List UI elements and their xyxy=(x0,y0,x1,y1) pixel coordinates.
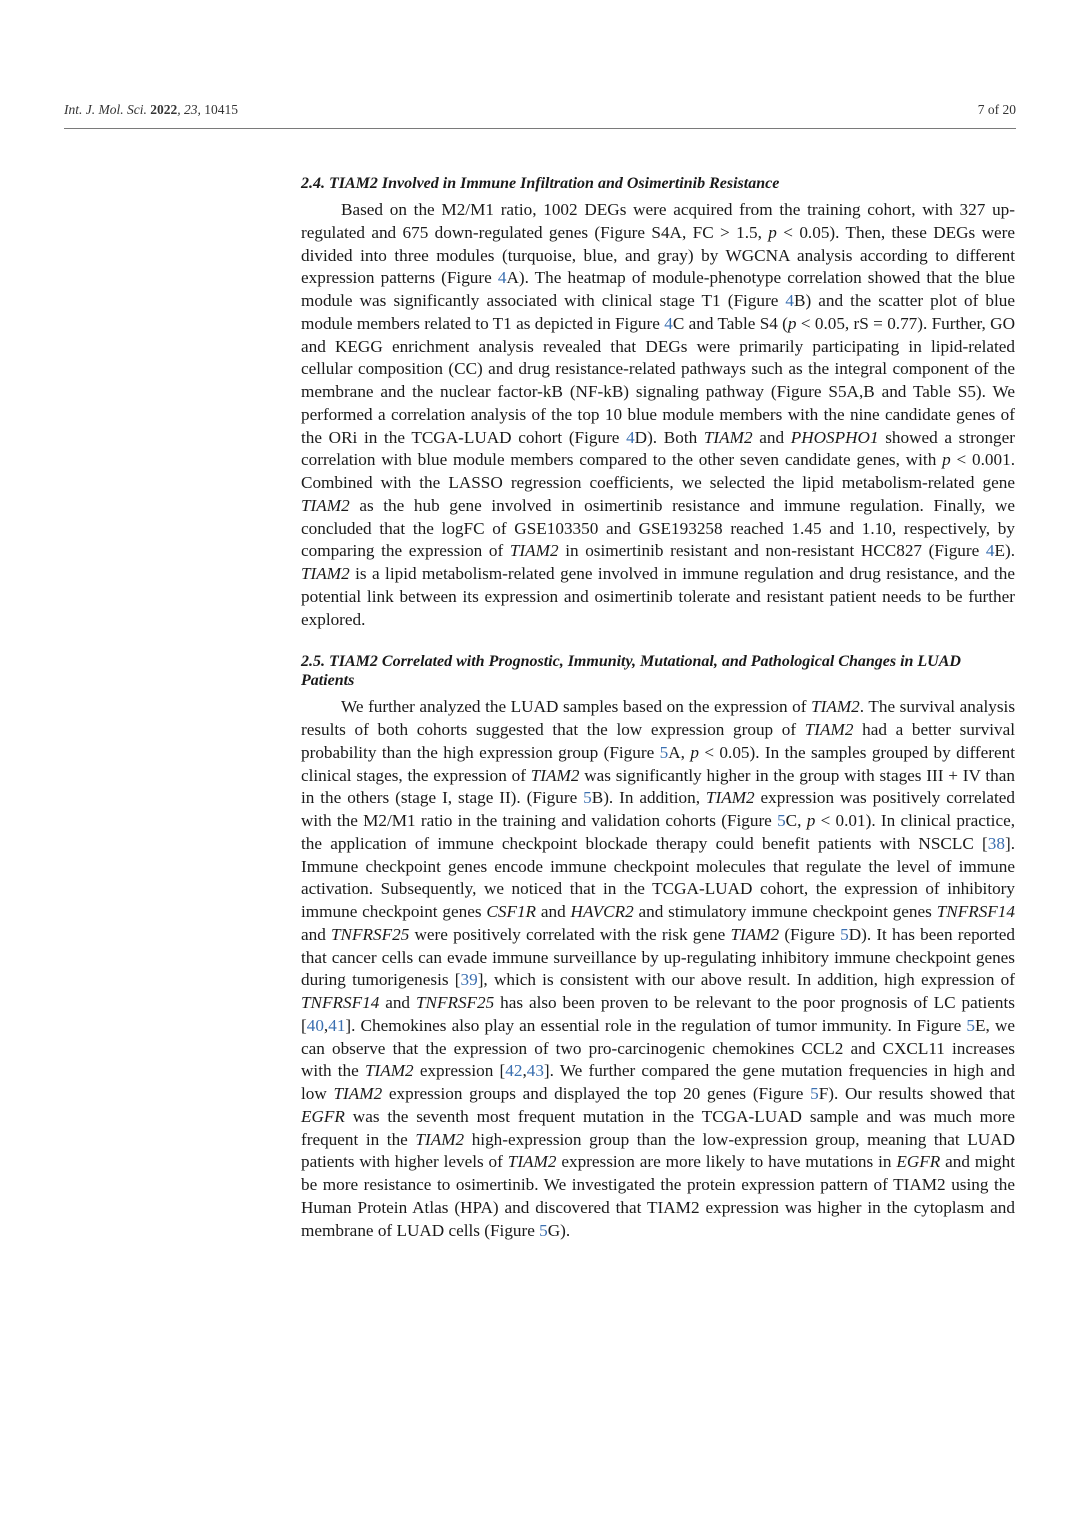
gene-name: TIAM2 xyxy=(705,788,755,808)
figure-link[interactable]: 5 xyxy=(583,788,592,808)
figure-link[interactable]: 5 xyxy=(539,1220,548,1240)
text-run: high-expression group than the low-expression group, meaning that LUAD patients with higher levels of xyxy=(301,1129,1015,1172)
text-run: was significantly higher in the group with stages III + IV than in the others (stage I, stage II). (Figure xyxy=(301,765,1015,808)
text-run: D). Both xyxy=(634,427,704,447)
figure-link[interactable]: 5 xyxy=(659,742,669,762)
text-run: expression [ xyxy=(413,1061,506,1081)
text-run: expression groups and displayed the top 20 genes (Figure xyxy=(382,1084,811,1103)
gene-name: TIAM2 xyxy=(415,1129,465,1149)
figure-link[interactable]: 5 xyxy=(840,924,849,944)
text-run: expression are more likely to have mutations in xyxy=(556,1152,897,1172)
figure-link[interactable]: 4 xyxy=(664,313,673,333)
text-run: A). The heatmap of module-phenotype correlation showed that the blue module was significantly associated with clinical stage T1 (Figure xyxy=(301,268,1015,310)
text-run: Based on the M2/M1 ratio, 1002 DEGs were acquired from the training cohort, with 327 up-regulated and 675 down-regulated genes (Figure S4A, FC > 1.5, xyxy=(301,200,1015,242)
main-text-column xyxy=(301,174,1015,1242)
text-run: showed a stronger correlation with blue module members compared to the other seven candidate genes, with xyxy=(301,427,1015,470)
gene-name: TIAM2 xyxy=(509,541,559,561)
text-run: < 0.05). In the samples grouped by different clinical stages, the expression of xyxy=(301,742,1015,785)
text-run: and xyxy=(752,427,791,447)
text-run: were positively correlated with the risk gene xyxy=(409,924,731,944)
journal-citation: Int. J. Mol. Sci. 2022, 23, 10415 xyxy=(64,102,238,117)
figure-link[interactable]: 4 xyxy=(985,541,995,561)
text-run: (Figure xyxy=(779,924,841,944)
stat-symbol: p xyxy=(806,811,816,830)
text-run: and stimulatory immune checkpoint genes xyxy=(633,902,937,921)
stat-symbol: p xyxy=(787,313,797,333)
section-heading-2-5: 2.5. TIAM2 Correlated with Prognostic, Immunity, Mutational, and Pathological Changes in LUAD Patients xyxy=(301,653,961,690)
text-run: ]. Immune checkpoint genes encode immune checkpoint molecules that regulate the level of immune activation. Subsequently, we noticed that in the TCGA-LUAD cohort, the expression of inhibitory immune checkpoint genes xyxy=(301,833,1015,921)
gene-name: TIAM2 xyxy=(333,1084,383,1103)
text-run: has also been proven to be relevant to the poor prognosis of LC patients [ xyxy=(301,993,1015,1035)
citation-link[interactable]: 40 xyxy=(306,1015,324,1035)
paragraph-2-5 xyxy=(301,696,1015,1242)
gene-name: EGFR xyxy=(301,1106,345,1126)
text-run: was the seventh most frequent mutation in the TCGA-LUAD sample and was much more frequent in the xyxy=(301,1106,1015,1149)
gene-name: TIAM2 xyxy=(804,720,854,739)
text-run: < 0.05, rS = 0.77). Further, GO and KEGG enrichment analysis revealed that DEGs were primarily participating in lipid-related cellular composition (CC) and drug resistance-related pathways such as the integral component of the membrane and the nuclear factor-kB (NF-kB) signaling pathway (Figure S5A,B and Table S5). We performed a correlation analysis of the top 10 blue module members with the nine candidate genes of the ORi in the TCGA-LUAD cohort (Figure xyxy=(301,313,1015,447)
text-run: C, xyxy=(785,811,807,830)
figure-link[interactable]: 4 xyxy=(785,291,794,310)
stat-symbol: p xyxy=(690,742,699,762)
text-run: , xyxy=(522,1061,527,1081)
text-run: and xyxy=(379,993,416,1012)
text-run: A, xyxy=(668,742,691,762)
text-run: expression was positively correlated with the M2/M1 ratio in the training and validation cohorts (Figure xyxy=(301,788,1015,830)
text-run: had a better survival probability than the high expression group (Figure xyxy=(301,720,1015,762)
citation-link[interactable]: 42 xyxy=(505,1061,523,1081)
figure-link[interactable]: 5 xyxy=(966,1015,976,1035)
gene-name: TNFRSF25 xyxy=(415,993,495,1012)
gene-name: PHOSPHO1 xyxy=(790,427,879,447)
gene-name: TIAM2 xyxy=(364,1061,414,1081)
gene-name: TIAM2 xyxy=(507,1152,557,1172)
citation-link[interactable]: 39 xyxy=(460,970,478,990)
text-run: , xyxy=(323,1015,329,1035)
text-run: E). xyxy=(994,541,1015,561)
text-run: C and Table S4 ( xyxy=(672,313,788,333)
stat-symbol: p xyxy=(942,450,951,470)
text-run: E, we can observe that the expression of two pro-carcinogenic chemokines CCL2 and CXCL11 increases with the xyxy=(301,1015,1015,1081)
gene-name: TIAM2 xyxy=(301,564,350,583)
text-run: < 0.05). Then, these DEGs were divided into three modules (turquoise, blue, and gray) by WGCNA analysis according to different expression patterns (Figure xyxy=(301,222,1015,288)
citation-link[interactable]: 41 xyxy=(328,1015,346,1035)
text-run: in osimertinib resistant and non-resistant HCC827 (Figure xyxy=(558,541,986,561)
stat-symbol: p xyxy=(768,222,777,242)
gene-name: TNFRSF14 xyxy=(301,993,380,1012)
page-header xyxy=(64,100,1016,129)
text-run: < 0.01). In clinical practice, the application of immune checkpoint blockade therapy could benefit patients with NSCLC [ xyxy=(301,811,1015,853)
gene-name: TIAM2 xyxy=(530,765,580,785)
gene-name: TIAM2 xyxy=(301,495,350,515)
text-run: B). In addition, xyxy=(591,788,706,808)
gene-name: CSF1R xyxy=(486,902,537,921)
journal-volume: 23 xyxy=(183,102,198,117)
text-run: ]. Chemokines also play an essential role in the regulation of tumor immunity. In Figure xyxy=(345,1015,967,1035)
text-run: and xyxy=(301,924,331,944)
text-run: ]. We further compared the gene mutation frequencies in high and low xyxy=(301,1061,1015,1103)
gene-name: TIAM2 xyxy=(703,427,753,447)
text-run: and xyxy=(536,902,571,921)
text-run: is a lipid metabolism-related gene involved in immune regulation and drug resistance, and the potential link between its expression and osimertinib tolerate and resistant patient needs to be further explored. xyxy=(301,564,1015,629)
text-run: and might be more resistance to osimertinib. We investigated the protein expression pattern of TIAM2 using the Human Protein Atlas (HPA) and discovered that TIAM2 expression was higher in the cytoplasm and membrane of LUAD cells (Figure xyxy=(301,1152,1015,1240)
section-heading-2-4: 2.4. TIAM2 Involved in Immune Infiltration and Osimertinib Resistance xyxy=(301,175,780,192)
text-run: < 0.001. Combined with the LASSO regression coefficients, we selected the lipid metabolism-related gene xyxy=(301,450,1015,492)
text-run: D). It has been reported that cancer cells can evade immune surveillance by up-regulating inhibitory immune checkpoint genes during tumorigenesis [ xyxy=(301,924,1015,990)
text-run: as the hub gene involved in osimertinib resistance and immune regulation. Finally, we concluded that the logFC of GSE103350 and GSE193258 reached 1.45 and 1.10, respectively, by comparing the expression of xyxy=(301,495,1015,561)
text-run: We further analyzed the LUAD samples based on the expression of xyxy=(341,697,812,717)
citation-link[interactable]: 38 xyxy=(987,833,1005,853)
gene-name: TIAM2 xyxy=(811,697,860,717)
text-run: G). xyxy=(547,1220,571,1240)
journal-year: 2022 xyxy=(150,102,178,117)
page-number: 7 of 20 xyxy=(977,102,1016,117)
gene-name: TNFRSF25 xyxy=(331,924,410,944)
gene-name: TNFRSF14 xyxy=(936,902,1015,921)
figure-link[interactable]: 5 xyxy=(810,1084,819,1103)
gene-name: EGFR xyxy=(896,1152,941,1172)
gene-name: TIAM2 xyxy=(730,924,780,944)
citation-link[interactable]: 43 xyxy=(526,1061,544,1081)
paragraph-2-4 xyxy=(301,199,1015,631)
figure-link[interactable]: 4 xyxy=(626,427,635,447)
article-number: 10415 xyxy=(204,102,238,117)
journal-name: Int. J. Mol. Sci. xyxy=(64,102,147,117)
text-run: B) and the scatter plot of blue module members related to T1 as depicted in Figure xyxy=(301,291,1015,333)
figure-link[interactable]: 4 xyxy=(497,268,507,288)
text-run: . The survival analysis results of both cohorts suggested that the low expression group of xyxy=(301,697,1016,739)
text-run: ], which is consistent with our above result. In addition, high expression of xyxy=(477,970,1016,990)
text-run: F). Our results showed that xyxy=(818,1084,1016,1103)
gene-name: HAVCR2 xyxy=(570,902,634,921)
figure-link[interactable]: 5 xyxy=(777,811,786,830)
